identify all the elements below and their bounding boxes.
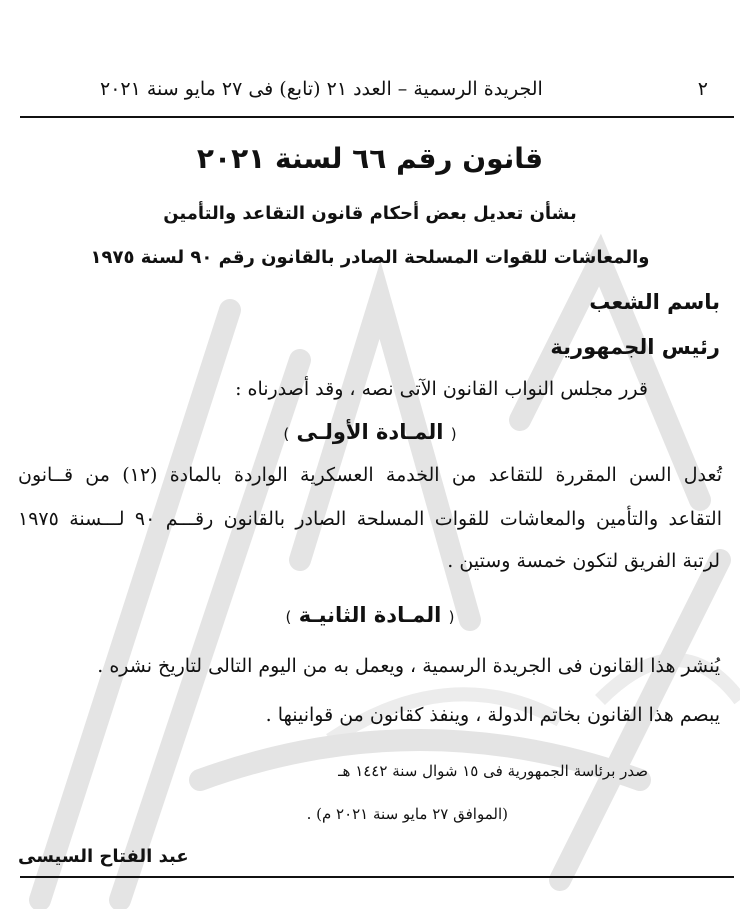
running-header <box>100 76 708 102</box>
article-1-line-3: لرتبة الفريق لتكون خمسة وستين . <box>447 550 720 572</box>
law-subtitle-line-2: والمعاشات للقوات المسلحة الصادر بالقانون رقم ٩٠ لسنة ١٩٧٥ <box>90 247 650 268</box>
law-subtitle-line-1: بشأن تعديل بعض أحكام قانون التقاعد والتأمين <box>163 203 577 224</box>
article-1-title: المـادة الأولـى <box>296 420 444 444</box>
footer-rule <box>20 876 734 878</box>
in-name-of-people: باسم الشعب <box>589 290 720 314</box>
article-2-line-2: يبصم هذا القانون بخاتم الدولة ، وينفذ كقانون من قوانينها . <box>265 704 720 726</box>
article-2-heading: ( المـادة الثانيـة ) <box>285 603 455 627</box>
running-title: الجريدة الرسمية – العدد ٢١ (تابع) فى ٢٧ مايو سنة ٢٠٢١ <box>100 78 543 100</box>
article-1-heading: ( المـادة الأولـى ) <box>283 420 457 444</box>
article-2-title: المـادة الثانيـة <box>298 603 442 627</box>
page-number: ٢ <box>697 78 708 100</box>
signature: عبد الفتاح السيسى <box>18 846 189 867</box>
president-title: رئيس الجمهورية <box>550 335 720 359</box>
article-1-line-1: تُعدل السن المقررة للتقاعد من الخدمة العسكرية الواردة بالمادة (١٢) من قــانون <box>18 464 722 486</box>
preamble: قرر مجلس النواب القانون الآتى نصه ، وقد أصدرناه : <box>235 378 648 400</box>
article-1-line-2: التقاعد والتأمين والمعاشات للقوات المسلحة الصادر بالقانون رقـــم ٩٠ لـــسنة ١٩٧٥ <box>18 508 722 530</box>
law-title: قانون رقم ٦٦ لسنة ٢٠٢١ <box>196 142 544 175</box>
header-rule <box>20 116 734 118</box>
article-2-line-1: يُنشر هذا القانون فى الجريدة الرسمية ، ويعمل به من اليوم التالى لتاريخ نشره . <box>97 655 720 677</box>
issued-line: صدر برئاسة الجمهورية فى ١٥ شوال سنة ١٤٤٢ هـ <box>338 762 648 780</box>
corresponding-date: (الموافق ٢٧ مايو سنة ٢٠٢١ م) . <box>306 805 508 823</box>
